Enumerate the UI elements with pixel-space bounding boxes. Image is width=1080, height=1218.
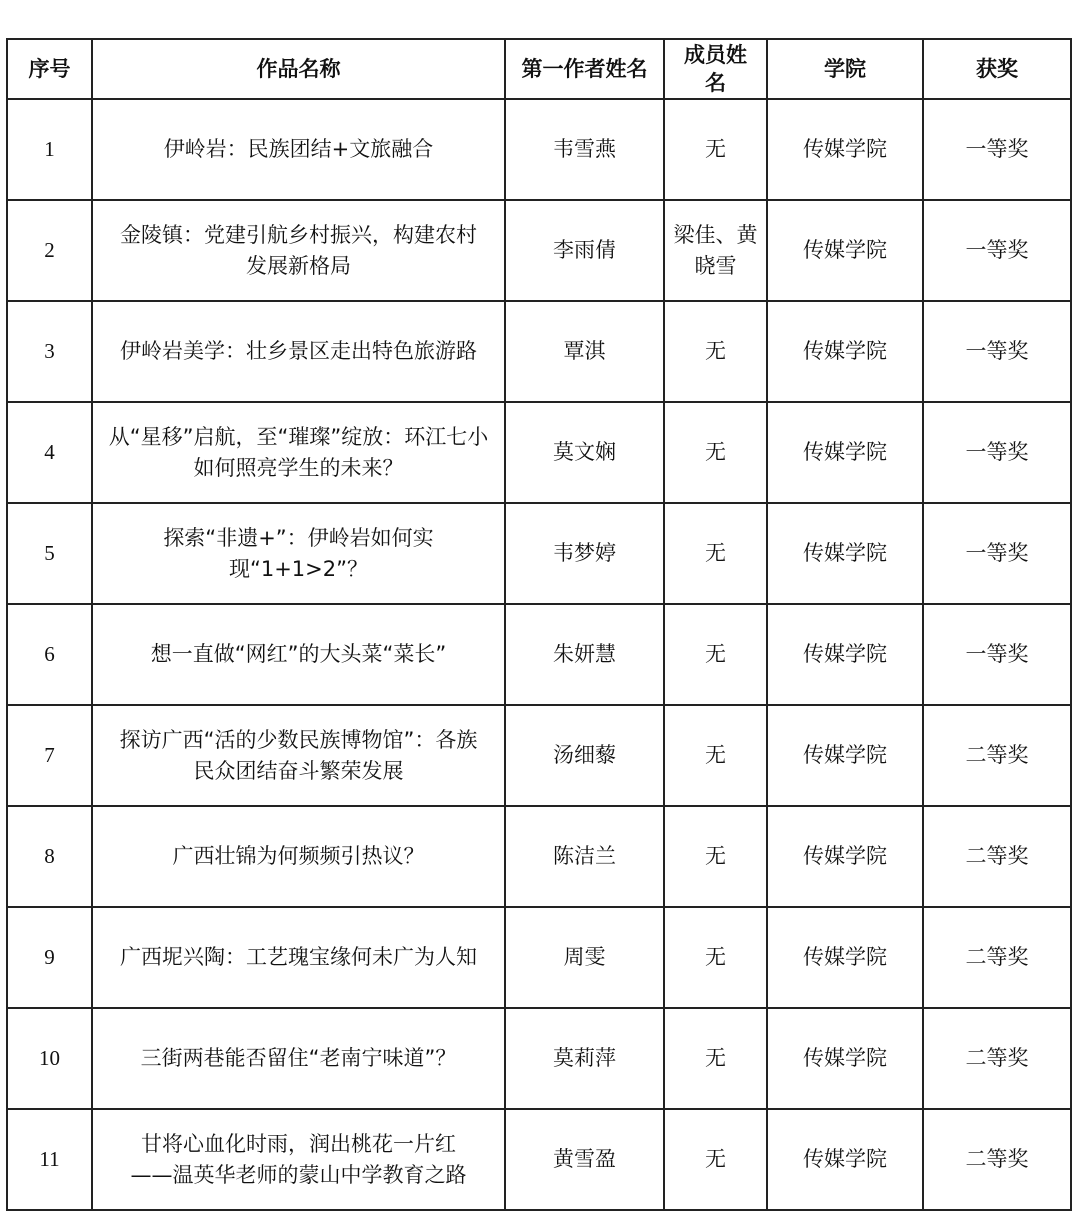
cell-title-line: 金陵镇：党建引航乡村振兴，构建农村 [120,223,477,248]
cell-award: 二等奖 [923,705,1071,806]
cell-title [92,604,505,705]
cell-members: 无 [664,907,767,1008]
cell-title-line: 如何照亮学生的未来？ [193,455,404,480]
cell-title-line: 想一直做“网红”的大头菜“菜长” [150,642,447,667]
cell-members: 无 [664,806,767,907]
table-row [7,806,1071,907]
awards-table-container [6,38,1070,1211]
table-header-row [7,39,1071,99]
cell-college: 传媒学院 [767,1109,923,1210]
cell-first-author: 莫文娴 [505,402,664,503]
cell-title-line: 探访广西“活的少数民族博物馆”：各族 [119,728,478,753]
cell-title [92,907,505,1008]
cell-title-line: 从“星移”启航，至“璀璨”绽放：环江七小 [108,425,489,450]
table-row [7,1109,1071,1210]
cell-college: 传媒学院 [767,402,923,503]
cell-members: 无 [664,705,767,806]
cell-no: 10 [7,1008,92,1109]
header-first-author: 第一作者姓名 [505,39,664,99]
cell-title-line: 伊岭岩：民族团结+文旅融合 [163,137,434,162]
cell-members: 无 [664,301,767,402]
cell-title [92,806,505,907]
cell-no: 3 [7,301,92,402]
cell-college: 传媒学院 [767,705,923,806]
cell-members: 无 [664,1109,767,1210]
cell-college: 传媒学院 [767,503,923,604]
cell-title [92,200,505,301]
table-row [7,907,1071,1008]
cell-college: 传媒学院 [767,806,923,907]
cell-award: 二等奖 [923,1008,1071,1109]
cell-title-line: 广西壮锦为何频频引热议？ [172,844,425,869]
table-row [7,604,1071,705]
cell-award: 二等奖 [923,907,1071,1008]
table-row [7,1008,1071,1109]
cell-first-author: 覃淇 [505,301,664,402]
cell-no: 6 [7,604,92,705]
cell-award: 一等奖 [923,402,1071,503]
cell-first-author: 汤细藜 [505,705,664,806]
header-members: 成员姓名 [664,39,767,99]
table-body [7,99,1071,1210]
header-no: 序号 [7,39,92,99]
cell-members: 无 [664,1008,767,1109]
cell-no: 4 [7,402,92,503]
table-row [7,503,1071,604]
cell-college: 传媒学院 [767,301,923,402]
awards-table [6,38,1072,1211]
cell-no: 7 [7,705,92,806]
cell-award: 一等奖 [923,604,1071,705]
cell-title-line: 伊岭岩美学：壮乡景区走出特色旅游路 [120,339,477,364]
cell-members: 无 [664,402,767,503]
cell-members: 梁佳、黄晓雪 [664,200,767,301]
cell-first-author: 李雨倩 [505,200,664,301]
table-row [7,200,1071,301]
cell-first-author: 朱妍慧 [505,604,664,705]
cell-title-line: ——温英华老师的蒙山中学教育之路 [130,1162,467,1187]
table-row [7,99,1071,200]
cell-award: 一等奖 [923,200,1071,301]
cell-first-author: 黄雪盈 [505,1109,664,1210]
cell-no: 9 [7,907,92,1008]
cell-no: 8 [7,806,92,907]
cell-college: 传媒学院 [767,604,923,705]
cell-award: 一等奖 [923,301,1071,402]
cell-college: 传媒学院 [767,907,923,1008]
cell-first-author: 韦梦婷 [505,503,664,604]
cell-award: 二等奖 [923,1109,1071,1210]
cell-title-line: 民众团结奋斗繁荣发展 [193,758,404,783]
cell-no: 2 [7,200,92,301]
header-award: 获奖 [923,39,1071,99]
cell-title-line: 三街两巷能否留住“老南宁味道”？ [140,1046,457,1071]
cell-title [92,301,505,402]
cell-first-author: 陈洁兰 [505,806,664,907]
header-title: 作品名称 [92,39,505,99]
cell-award: 一等奖 [923,503,1071,604]
cell-title [92,1008,505,1109]
cell-no: 11 [7,1109,92,1210]
cell-award: 一等奖 [923,99,1071,200]
cell-first-author: 韦雪燕 [505,99,664,200]
cell-title-line: 甘将心血化时雨，润出桃花一片红 [141,1132,456,1157]
cell-no: 1 [7,99,92,200]
cell-first-author: 莫莉萍 [505,1008,664,1109]
cell-title-line: 广西坭兴陶：工艺瑰宝缘何未广为人知 [120,945,477,970]
cell-title [92,1109,505,1210]
cell-title [92,99,505,200]
cell-title [92,503,505,604]
cell-members: 无 [664,99,767,200]
cell-members: 无 [664,503,767,604]
cell-title-line: 探索“非遗+”：伊岭岩如何实现“1+1>2”？ [163,526,434,581]
header-college: 学院 [767,39,923,99]
cell-title [92,705,505,806]
cell-no: 5 [7,503,92,604]
cell-college: 传媒学院 [767,1008,923,1109]
cell-award: 二等奖 [923,806,1071,907]
cell-title-line: 发展新格局 [246,253,351,278]
table-row [7,301,1071,402]
cell-first-author: 周雯 [505,907,664,1008]
cell-members: 无 [664,604,767,705]
cell-college: 传媒学院 [767,200,923,301]
table-row [7,705,1071,806]
cell-title [92,402,505,503]
table-row [7,402,1071,503]
cell-college: 传媒学院 [767,99,923,200]
